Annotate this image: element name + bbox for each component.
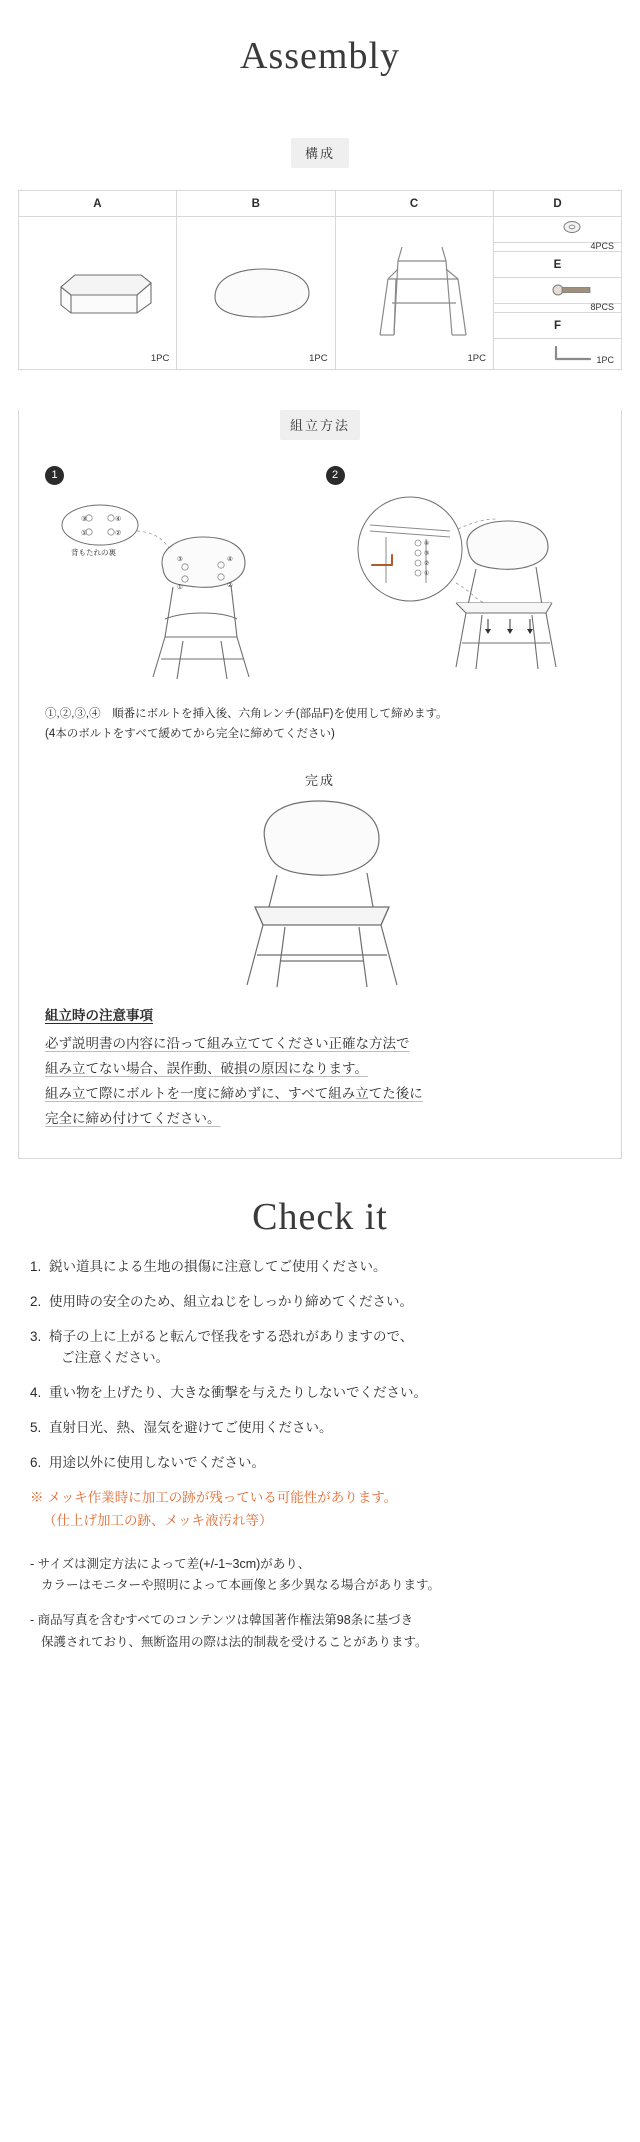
list-item — [30, 1292, 610, 1313]
parts-qty-d: 4PCS — [590, 241, 614, 251]
caution-line-2: 組み立てない場合、誤作動、破損の原因になります。 — [45, 1061, 368, 1077]
check-text: 重い物を上げたり、大きな衝撃を与えたりしないでください。 — [49, 1384, 427, 1400]
check-index: 5. — [30, 1419, 42, 1435]
check-text: 用途以外に使用しないでください。 — [49, 1454, 265, 1470]
method-note-line2: (4本のボルトをすべて緩めてから完全に締めてください) — [45, 727, 335, 740]
check-index: 4. — [30, 1384, 42, 1400]
caution-line-1: 必ず説明書の内容に沿って組み立ててください正確な方法で — [45, 1036, 410, 1052]
assembly-steps — [19, 466, 621, 691]
chair-back-icon — [177, 217, 334, 369]
bolt-icon — [494, 278, 621, 303]
assembly-method-box — [18, 410, 622, 1159]
parts-body-e — [494, 278, 621, 303]
svg-text:④: ④ — [115, 516, 122, 523]
parts-header-b: B — [177, 191, 334, 217]
parts-column-small — [494, 191, 621, 369]
warning-note — [30, 1487, 610, 1532]
parts-header-d: D — [494, 191, 621, 217]
washer-icon — [494, 217, 621, 242]
parts-body-d — [494, 217, 621, 242]
svg-text:③: ③ — [423, 551, 429, 557]
footnote-1-line1: - サイズは測定方法によって差(+/-1~3cm)があり、 — [30, 1556, 311, 1571]
parts-header-c: C — [336, 191, 493, 217]
svg-text:③: ③ — [177, 556, 183, 563]
parts-qty-e: 8PCS — [590, 302, 614, 312]
step-2-diagram — [326, 491, 596, 691]
check-text: 鋭い道具による生地の損傷に注意してご使用ください。 — [49, 1258, 387, 1274]
caution-block — [45, 1004, 595, 1132]
list-item — [30, 1383, 610, 1404]
svg-text:②: ② — [115, 530, 122, 537]
svg-text:③: ③ — [81, 516, 88, 523]
svg-text:④: ④ — [423, 541, 429, 547]
check-index: 6. — [30, 1454, 42, 1470]
list-item — [30, 1257, 610, 1278]
step-number-1: 1 — [45, 466, 64, 485]
svg-text:①: ① — [423, 571, 429, 577]
svg-text:②: ② — [227, 582, 233, 589]
parts-qty-c: 1PC — [467, 353, 486, 364]
step-1-diagram — [45, 491, 315, 691]
footnote-1 — [30, 1554, 610, 1597]
parts-header-e: E — [494, 252, 621, 278]
check-index: 1. — [30, 1258, 42, 1274]
parts-qty-a: 1PC — [150, 353, 170, 364]
list-item — [30, 1327, 610, 1369]
parts-body-c — [336, 217, 493, 369]
assembly-step-1 — [45, 466, 315, 691]
parts-body-f — [494, 339, 621, 369]
check-text-sub: ご注意ください。 — [61, 1349, 169, 1365]
check-text: 直射日光、熱、湿気を避けてご使用ください。 — [49, 1419, 333, 1435]
list-item — [30, 1418, 610, 1439]
svg-text:背もたれの裏: 背もたれの裏 — [71, 548, 116, 557]
check-text — [49, 1327, 610, 1369]
check-index: 3. — [30, 1328, 42, 1344]
parts-section-header — [0, 138, 640, 168]
cushion-seat-icon — [19, 217, 176, 369]
assembly-step-2 — [326, 466, 596, 691]
check-text-main: 椅子の上に上がると転んで怪我をする恐れがありますので、 — [49, 1328, 414, 1344]
footnote-1-line2: カラーはモニターや照明によって本画像と多少異なる場合があります。 — [41, 1578, 441, 1593]
method-note — [19, 691, 621, 744]
caution-heading: 組立時の注意事項 — [45, 1008, 153, 1024]
parts-table — [18, 190, 622, 370]
svg-text:①: ① — [81, 530, 88, 537]
chair-frame-icon — [336, 217, 493, 369]
finished-chair-illustration — [19, 795, 621, 990]
method-label: 組立方法 — [280, 410, 360, 440]
parts-column-c — [336, 191, 494, 369]
check-list — [30, 1257, 610, 1473]
list-item — [30, 1453, 610, 1474]
check-it-title: Check it — [252, 1195, 388, 1238]
footnotes — [30, 1554, 610, 1653]
method-note-line1: ①,②,③,④ 順番にボルトを挿入後、六角レンチ(部品F)を使用して締めます。 — [45, 708, 448, 720]
footnote-2-line1: - 商品写真を含むすべてのコンテンツは韓国著作権法第98条に基づき — [30, 1613, 414, 1628]
svg-text:①: ① — [177, 584, 183, 591]
page-title: Assembly — [240, 35, 400, 77]
footnote-2 — [30, 1610, 610, 1653]
svg-text:②: ② — [423, 561, 429, 567]
parts-label: 構成 — [291, 138, 349, 168]
footnote-2-line2: 保護されており、無断盗用の際は法的制裁を受けることがあります。 — [41, 1634, 428, 1649]
done-label: 完成 — [304, 773, 335, 789]
svg-text:④: ④ — [227, 556, 233, 563]
step-number-2: 2 — [326, 466, 345, 485]
caution-line-4: 完全に締め付けてください。 — [45, 1111, 221, 1126]
parts-header-f: F — [494, 313, 621, 339]
parts-body-a — [19, 217, 176, 369]
caution-line-3: 組み立て際にボルトを一度に締めずに、すべて組み立てた後に — [45, 1086, 423, 1102]
check-text: 使用時の安全のため、組立ねじをしっかり締めてください。 — [49, 1293, 413, 1309]
parts-qty-b: 1PC — [309, 353, 328, 364]
check-index: 2. — [30, 1293, 42, 1309]
warning-line-1: ※ メッキ作業時に加工の跡が残っている可能性があります。 — [30, 1490, 398, 1506]
parts-row-f — [494, 313, 621, 369]
parts-column-b — [177, 191, 335, 369]
method-section-header — [19, 410, 621, 440]
parts-header-a: A — [19, 191, 176, 217]
parts-qty-f: 1PC — [596, 355, 614, 365]
warning-line-2: （仕上げ加工の跡、メッキ液汚れ等） — [43, 1512, 273, 1528]
parts-body-b — [177, 217, 334, 369]
parts-row-e — [494, 252, 621, 304]
parts-row-d — [494, 191, 621, 243]
parts-column-a — [19, 191, 177, 369]
